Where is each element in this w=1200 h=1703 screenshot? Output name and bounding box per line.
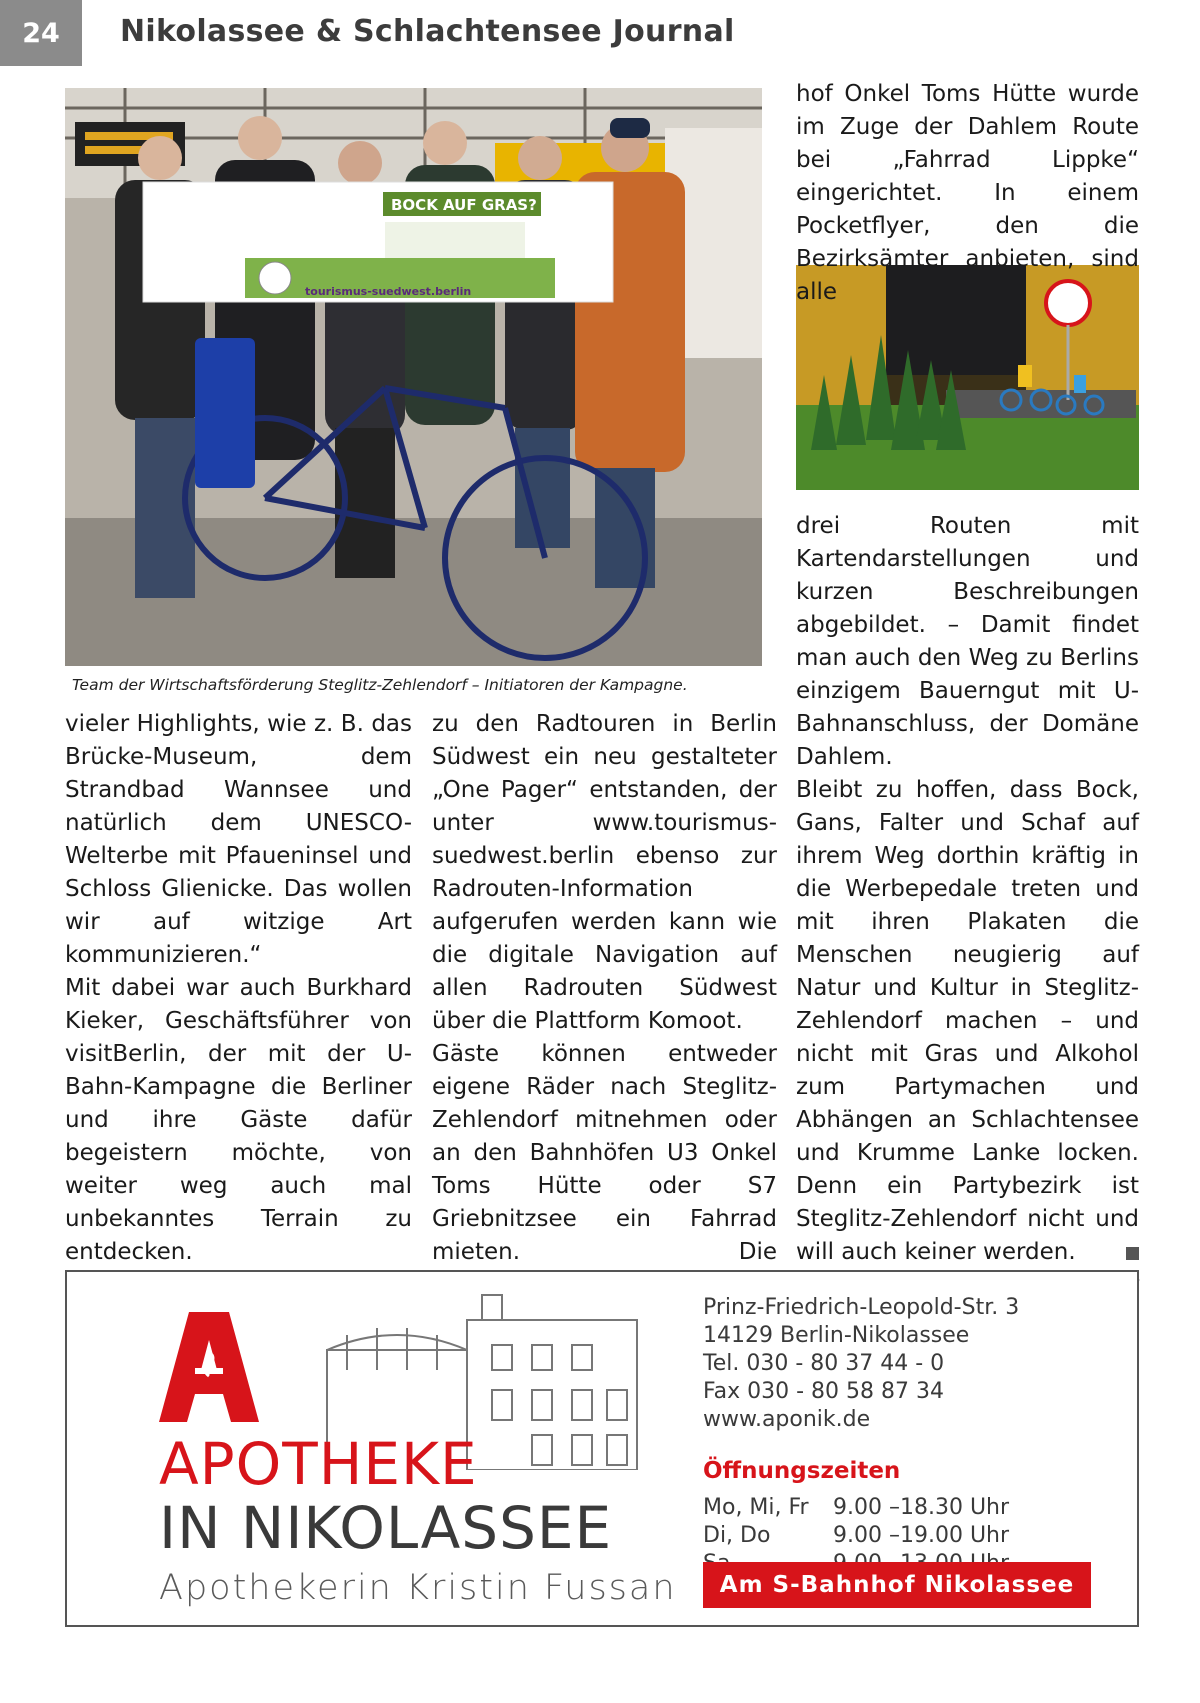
paragraph: hof Onkel Toms Hütte wurde im Zuge der Dahlem Route bei „Fahrrad Lippke“ eingerichtet. In einem Pocketflyer, den die Bezirksämter anbieten, sind alle: [796, 81, 1139, 305]
ad-web[interactable]: www.aponik.de: [703, 1407, 871, 1432]
end-mark-icon: [1126, 1247, 1139, 1260]
pharmacy-ad: [65, 1270, 1139, 1627]
hours-time: 9.00 –18.30 Uhr: [833, 1495, 1010, 1520]
paragraph: Mit dabei war auch Burkhard Kieker, Geschäftsführer von visitBerlin, der mit der U-Bahn-Kampagne die Berliner und ihre Gäste dafür begeistern möchte, von weiter weg auch mal unbekanntes Terrain zu entdecken.: [65, 975, 412, 1265]
ad-address: Prinz-Friedrich-Leopold-Str. 3: [703, 1295, 1020, 1320]
journal-title: Nikolassee & Schlachtensee Journal: [120, 14, 735, 49]
hours-time: 9.00 –19.00 Uhr: [833, 1523, 1010, 1548]
ad-location-banner: Am S-Bahnhof Nikolassee: [703, 1562, 1091, 1608]
column-3-top: [796, 78, 1139, 309]
column-1: [65, 708, 412, 1368]
hours-day: Mo, Mi, Fr: [703, 1495, 809, 1520]
photo-caption: Team der Wirtschaftsförderung Steglitz-Zehlendorf – Initiatoren der Kampagne.: [72, 676, 688, 694]
page-number: 24: [0, 0, 82, 66]
paragraph: zu den Radtouren in Berlin Südwest ein neu gestalteter „One Pager“ entstanden, der unter www.tourismus-suedwest.berlin ebenso zur Radrouten-Information aufgerufen werden kann wie die digitale Navigation auf allen Radrouten Südwest über die Plattform Komoot.: [432, 711, 777, 1034]
column-2: [432, 708, 777, 1335]
ad-hours-heading: Öffnungszeiten: [703, 1458, 901, 1484]
paragraph: drei Routen mit Kartendarstellungen und kurzen Beschreibungen abgebildet. – Damit findet man auch den Weg zu Berlins einzigem Bauerngut mit U-Bahnanschluss, der Domäne Dahlem.: [796, 513, 1139, 770]
ad-contact: [703, 1294, 1019, 1434]
hours-day: Di, Do: [703, 1523, 771, 1548]
hours-row: [703, 1522, 1009, 1550]
paragraph: Gäste können entweder eigene Räder nach Steglitz-Zehlendorf mitnehmen oder an den Bahnhöfen U3 Onkel Toms Hütte oder S7 Griebnitzsee ein Fahrrad mieten. Die: [432, 1041, 777, 1265]
banner-site: tourismus-suedwest.berlin: [305, 285, 472, 298]
column-3-bottom: [796, 510, 1139, 1302]
ad-pharmacist: Apothekerin Kristin Fussan: [159, 1568, 677, 1608]
paragraph: vieler Highlights, wie z. B. das Brücke-Museum, dem Strandbad Wannsee und natürlich dem UNESCO-Welterbe mit Pfaueninsel und Schloss Glienicke. Das wollen wir auf witzige Art kommunizieren.“: [65, 711, 412, 968]
main-photo: [65, 88, 762, 666]
banner-headline: BOCK AUF GRAS?: [391, 196, 537, 214]
ad-city: 14129 Berlin-Nikolassee: [703, 1323, 970, 1348]
hours-row: [703, 1494, 1009, 1522]
pharmacy-logo-icon: [159, 1312, 259, 1422]
ad-tel: Tel. 030 - 80 37 44 - 0: [703, 1351, 945, 1376]
ad-title-line1: APOTHEKE: [159, 1430, 478, 1498]
paragraph: [796, 774, 1139, 1269]
paragraph-text: Bleibt zu hoffen, dass Bock, Gans, Falter und Schaf auf ihrem Weg dorthin kräftig in die Werbepedale treten und mit ihren Plakaten die Menschen neugierig auf Natur und Kultur in Steglitz-Zehlendorf machen – und nicht mit Gras und Alkohol zum Partymachen und Abhängen an Schlachtensee und Krumme Lanke locken. Denn ein Partybezirk ist Steglitz-Zehlendorf nicht und will auch keiner werden.: [796, 777, 1139, 1265]
ad-fax: Fax 030 - 80 58 87 34: [703, 1379, 945, 1404]
ad-title-line2: IN NIKOLASSEE: [159, 1494, 613, 1562]
